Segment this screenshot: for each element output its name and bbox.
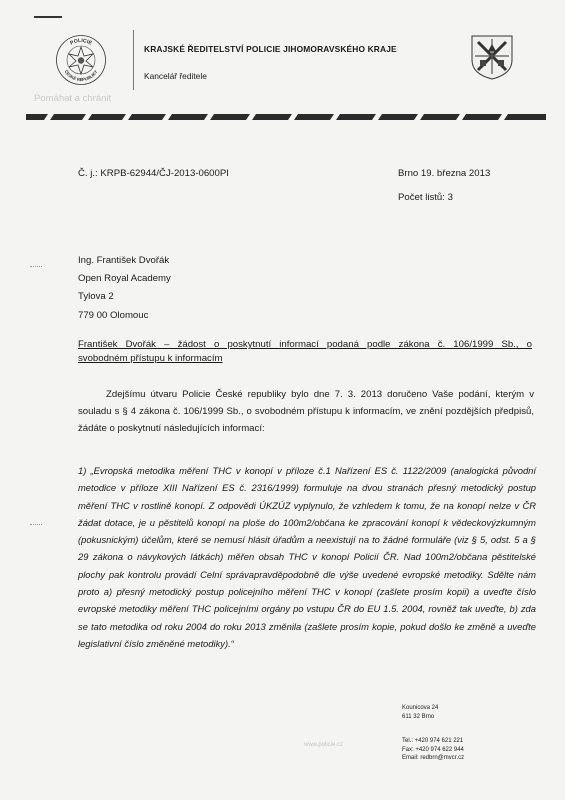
organization-name: KRAJSKÉ ŘEDITELSTVÍ POLICIE JIHOMORAVSKÉHO KRAJE [144,44,397,54]
subject-line-1: František Dvořák – žádost o poskytnutí informací podaná podle zákona č. 106/1999 Sb., o [78,339,532,350]
recipient-street: Tylova 2 [78,291,114,303]
quoted-request: 1) „Evropská metodika měření THC v konopí v příloze č.1 Nařízení ES č. 1122/2009 (analogická původní metodice v příloze XIII Nařízení ES č. 2316/1999) formuluje na dvou stranách přesný metodický postup měření THC v rostlině konopí. Z odpovědi ÚKZÚZ vyplynulo, že vzhledem k tomu, že na konopí nelze v ČR žádat dotace, je u pěstitelů konopí na ploše do 100m2/občana ke zpracování konopí k vědeckovýzkumným (pokusnickým) účelům, které se nemusí hlásit úřadům a neexistují na to žádné formuláře (viz § 5, odst. 5 a § 29 zákona o návykových látkách) měřen obsah THC v konopí Policií ČR. Nad 100m2/občana pěstitelské plochy pak kontrolu provádí Celní správapravděpodobně dle výše uvedené evropské metodiky. Sdělte nám proto a) přesný metodický postup policejního měření THC v konopí (zašlete prosím kopii) a uveďte číslo evropské metodiky měření THC policejními orgány po vstupu ČR do EU 1.5. 2004, rovněž tak uveďte, b) zda se tato metodika od roku 2004 do roku 2013 změnila (zašlete prosím kopie, pokud došlo ke změně a uveďte legislativní číslo změněné metodiky).“ [78,465,536,649]
footer-phone: Tel.: +420 974 621 221 [402,738,464,744]
place-and-date: Brno 19. března 2013 [398,168,491,179]
regional-crest-icon [470,34,514,80]
corner-mark [34,16,62,18]
recipient-name: Ing. František Dvořák [78,255,170,266]
footer-contact [402,737,464,763]
intro-paragraph: Zdejšímu útvaru Policie České republiky bylo dne 7. 3. 2013 doručeno Vaše podání, kterým v souladu s § 4 zákona č. 106/1999 Sb., o svobodném přístupu k informacím, ve znění pozdějších předpisů, žádáte o poskytnutí následujících informací: [78,389,534,434]
footer-street: Kounicova 24 [402,705,439,711]
seal-top-text: POLICIE [69,37,93,47]
margin-mark [30,266,42,269]
footer-website: www.policie.cz [304,742,344,748]
page-count: Počet listů: 3 [398,192,453,203]
recipient-address [78,252,171,325]
recipient-organization: Open Royal Academy [78,273,171,285]
footer-city: 611 32 Brno [402,713,435,720]
seal-bottom-text: ČESKÉ REPUBLIKY [63,69,99,83]
footer-fax: Fax: +420 974 622 944 [402,746,464,753]
header-stripe-band [26,112,546,122]
police-seal-icon [55,34,107,86]
subject-line-2: svobodném přístupu k informacím [78,353,223,364]
footer-address [402,704,438,721]
reference-number: Č. j.: KRPB-62944/ČJ-2013-0600PI [78,168,229,179]
footer-email: Email: redbrn@mvcr.cz [402,755,465,761]
header-divider [133,30,134,90]
office-name: Kancelář ředitele [144,71,207,81]
recipient-city: 779 00 Olomouc [78,309,149,321]
motto-watermark: Pomáhat a chránit [34,93,112,104]
margin-mark [30,524,42,527]
